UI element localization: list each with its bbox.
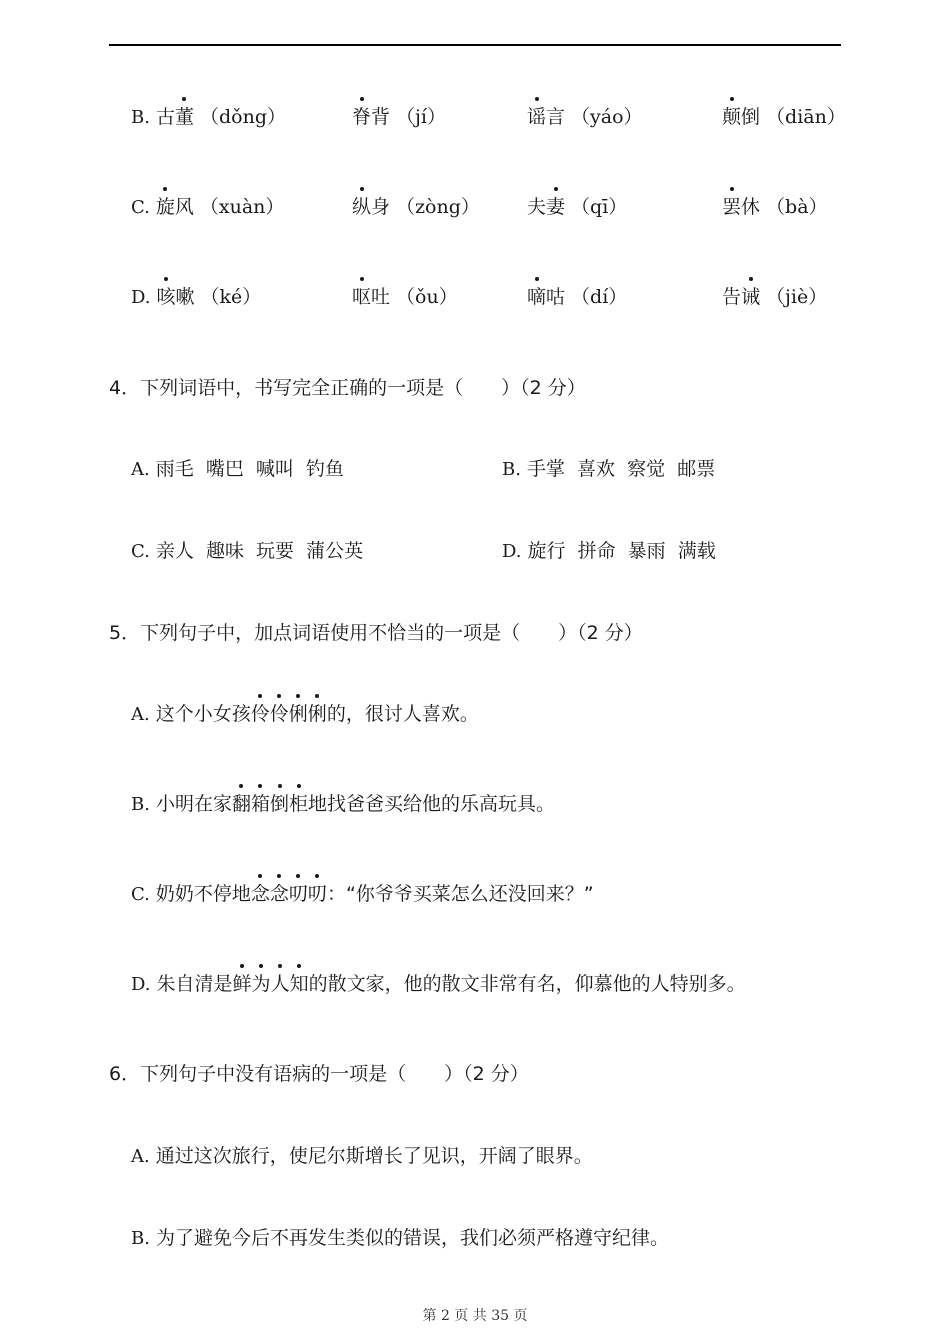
word-post: 身 (371, 196, 391, 218)
dotted-phrase (251, 703, 327, 725)
dotted-char: 为 (251, 973, 271, 995)
q5-option-c[interactable] (131, 882, 594, 907)
dotted-char: 咳 (156, 286, 176, 308)
q3-option-c-word-1[interactable] (131, 195, 284, 220)
word-post: 背 (371, 106, 391, 128)
page-footer: 第 2 页 共 35 页 (422, 1308, 528, 1324)
option-letter: C. (131, 541, 150, 562)
option-letter: C. (131, 884, 150, 905)
pinyin: （yáo） (571, 106, 643, 128)
dotted-char: 颠 (722, 106, 742, 128)
dotted-char: 董 (174, 106, 194, 128)
dotted-char: 念 (250, 883, 270, 905)
option-text: 为了避免今后不再发生类似的错误，我们必须严格遵守纪律。 (155, 1227, 669, 1249)
dotted-char: 知 (289, 973, 309, 995)
q4-option-c[interactable] (131, 539, 363, 564)
option-letter: C. (131, 197, 150, 218)
word-post: 倒 (741, 106, 761, 128)
option-letter: A. (131, 1146, 150, 1167)
dotted-char: 嘀 (527, 286, 547, 308)
q6-option-a[interactable] (131, 1144, 593, 1169)
sentence-pre: 这个小女孩 (155, 703, 251, 725)
header-rule (109, 44, 841, 46)
pinyin: （bà） (766, 196, 828, 218)
dotted-phrase (251, 883, 327, 905)
word-post: 嗽 (175, 286, 195, 308)
q4-option-b[interactable] (502, 457, 715, 482)
dotted-char: 脊 (352, 106, 372, 128)
word-post: 风 (174, 196, 194, 218)
dotted-char: 人 (270, 973, 290, 995)
pinyin: （jiè） (766, 286, 828, 308)
dotted-char: 俐 (307, 703, 327, 725)
dotted-char: 妻 (546, 196, 566, 218)
sentence-post: 地找爸爸买给他的乐高玩具。 (308, 793, 556, 815)
option-letter: B. (131, 1228, 150, 1249)
q6-option-b[interactable] (131, 1226, 669, 1251)
sentence-post: ：“你爷爷买菜怎么还没回来？” (326, 883, 594, 905)
q4-stem: 4．下列词语中，书写完全正确的一项是（ ）（2 分） (109, 377, 586, 399)
q3-option-b-word-4 (722, 105, 846, 129)
q5-option-a[interactable] (131, 702, 479, 727)
pinyin: （diān） (766, 106, 846, 128)
dotted-char: 念 (269, 883, 289, 905)
dotted-char: 谣 (527, 106, 547, 128)
word-post: 吐 (371, 286, 391, 308)
dotted-char: 倒 (270, 793, 290, 815)
option-letter: D. (131, 287, 151, 308)
word-pre: 古 (155, 106, 175, 128)
q3-option-b-word-1[interactable] (131, 105, 286, 130)
option-letter: D. (131, 974, 151, 995)
pinyin: （xuàn） (199, 196, 285, 218)
pinyin: （zòng） (396, 196, 480, 218)
sentence-post: 的，很讨人喜欢。 (326, 703, 479, 725)
dotted-char: 伶 (269, 703, 289, 725)
q3-option-c-word-2 (352, 195, 480, 219)
option-letter: A. (131, 704, 150, 725)
sentence-pre: 朱自清是 (156, 973, 233, 995)
sentence-pre: 小明在家 (155, 793, 232, 815)
option-letter: D. (502, 541, 522, 562)
option-letter: A. (131, 459, 150, 480)
pinyin: （dí） (571, 286, 628, 308)
dotted-char: 旋 (155, 196, 175, 218)
dotted-char: 呕 (352, 286, 372, 308)
q4-option-d[interactable] (502, 539, 716, 564)
dotted-char: 箱 (250, 793, 270, 815)
dotted-char: 鲜 (232, 973, 252, 995)
q3-option-b-word-2 (352, 105, 446, 129)
q3-option-c-word-4 (722, 195, 828, 219)
option-text: 通过这次旅行，使尼尔斯增长了见识，开阔了眼界。 (155, 1145, 593, 1167)
q3-option-b-word-3 (527, 105, 643, 129)
pinyin: （dǒng） (199, 106, 286, 128)
option-text: 旋行 拼命 暴雨 满载 (527, 540, 716, 562)
pinyin: （qī） (571, 196, 628, 218)
word-post: 咕 (546, 286, 566, 308)
q3-option-d-word-3 (527, 285, 627, 309)
option-text: 雨毛 嘴巴 喊叫 钓鱼 (155, 458, 344, 480)
dotted-char: 俐 (288, 703, 308, 725)
option-letter: B. (131, 794, 150, 815)
dotted-char: 诫 (741, 286, 761, 308)
sentence-post: 的散文家，他的散文非常有名，仰慕他的人特别多。 (308, 973, 746, 995)
word-pre: 夫 (527, 196, 547, 218)
q5-option-b[interactable] (131, 792, 555, 817)
q6-stem: 6．下列句子中没有语病的一项是（ ）（2 分） (109, 1063, 529, 1085)
dotted-char: 叨 (307, 883, 327, 905)
q5-option-d[interactable] (131, 972, 746, 997)
dotted-char: 罢 (722, 196, 742, 218)
word-pre: 告 (722, 286, 742, 308)
sentence-pre: 奶奶不停地 (155, 883, 251, 905)
q3-option-c-word-3 (527, 195, 627, 219)
pinyin: （ǒu） (396, 286, 458, 308)
dotted-char: 翻 (231, 793, 251, 815)
option-text: 手掌 喜欢 察觉 邮票 (526, 458, 716, 480)
dotted-char: 柜 (289, 793, 309, 815)
option-letter: B. (131, 107, 150, 128)
dotted-char: 纵 (352, 196, 372, 218)
word-post: 言 (546, 106, 566, 128)
dotted-phrase (232, 793, 308, 815)
option-text: 亲人 趣味 玩要 蒲公英 (155, 540, 364, 562)
q3-option-d-word-4 (722, 285, 827, 309)
word-post: 休 (741, 196, 761, 218)
q3-option-d-word-2 (352, 285, 458, 309)
dotted-phrase (233, 973, 309, 995)
dotted-char: 伶 (250, 703, 270, 725)
pinyin: （ké） (200, 286, 262, 308)
q3-option-d-word-1[interactable] (131, 285, 261, 310)
q4-option-a[interactable] (131, 457, 344, 482)
q5-stem: 5．下列句子中，加点词语使用不恰当的一项是（ ）（2 分） (109, 622, 643, 644)
dotted-char: 叨 (288, 883, 308, 905)
pinyin: （jí） (396, 106, 446, 128)
option-letter: B. (502, 459, 521, 480)
